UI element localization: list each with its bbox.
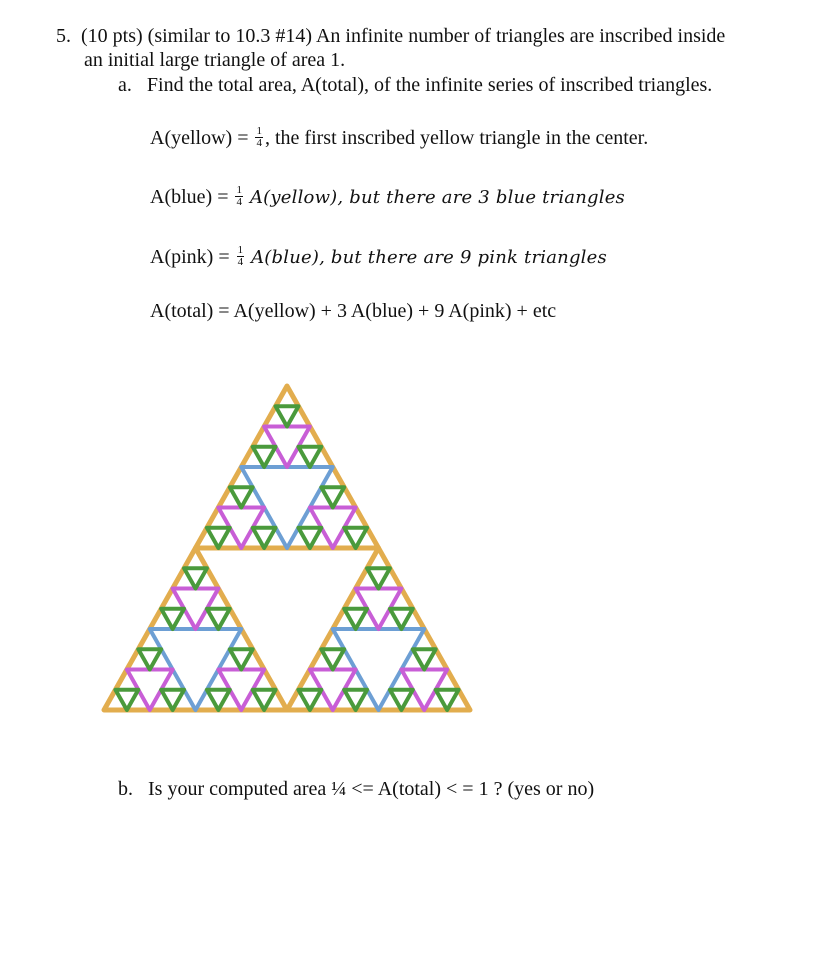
part-a-label: a. <box>118 74 132 96</box>
green-triangle <box>298 528 321 548</box>
green-triangle <box>344 690 367 710</box>
green-triangle <box>344 609 367 629</box>
green-triangle <box>298 690 321 710</box>
green-triangle <box>253 447 276 467</box>
green-triangle <box>413 649 436 669</box>
green-triangle <box>321 649 344 669</box>
eq-total-text: A(total) = A(yellow) + 3 A(blue) + 9 A(pink) + etc <box>150 300 557 322</box>
green-triangle <box>276 406 299 426</box>
eq-blue-lhs: A(blue) = <box>150 186 229 208</box>
eq-pink-rhs: A(blue), but there are 9 pink triangles <box>251 247 607 268</box>
green-triangle <box>390 609 413 629</box>
green-triangle <box>207 528 230 548</box>
green-triangle <box>161 609 184 629</box>
green-triangle <box>230 649 253 669</box>
frac-num: 1 <box>236 183 242 196</box>
green-triangle <box>207 609 230 629</box>
frac-num: 1 <box>237 243 244 256</box>
green-triangle <box>230 487 253 507</box>
green-triangle <box>436 690 459 710</box>
green-triangle <box>367 568 390 588</box>
green-triangle <box>298 447 321 467</box>
problem-statement-2: an initial large triangle of area 1. <box>84 49 346 71</box>
part-b-label: b. <box>118 778 133 800</box>
eq-yellow-lhs: A(yellow) = <box>150 127 249 149</box>
green-triangle <box>207 690 230 710</box>
green-triangle <box>390 690 413 710</box>
green-triangle <box>161 690 184 710</box>
problem-number: 5. <box>56 25 71 47</box>
green-triangle <box>344 528 367 548</box>
green-triangle <box>115 690 138 710</box>
problem-statement-1: (10 pts) (similar to 10.3 #14) An infinite number of triangles are inscribed inside <box>81 25 726 47</box>
frac-den: 4 <box>237 255 244 268</box>
part-b-text: Is your computed area ¼ <= A(total) < = 1 ? (yes or no) <box>148 778 595 800</box>
frac-den: 4 <box>236 195 242 208</box>
green-triangle <box>321 487 344 507</box>
eq-yellow-rhs: , the first inscribed yellow triangle in the center. <box>264 127 649 149</box>
part-a-text: Find the total area, A(total), of the infinite series of inscribed triangles. <box>146 74 713 96</box>
frac-den: 4 <box>256 136 262 149</box>
frac-num: 1 <box>256 124 262 137</box>
part-b <box>118 777 594 801</box>
eq-pink-lhs: A(pink) = <box>150 246 230 268</box>
green-triangle <box>184 568 207 588</box>
green-triangle <box>138 649 161 669</box>
green-triangle <box>253 528 276 548</box>
eq-blue-rhs: A(yellow), but there are 3 blue triangles <box>249 187 625 208</box>
green-triangle <box>253 690 276 710</box>
